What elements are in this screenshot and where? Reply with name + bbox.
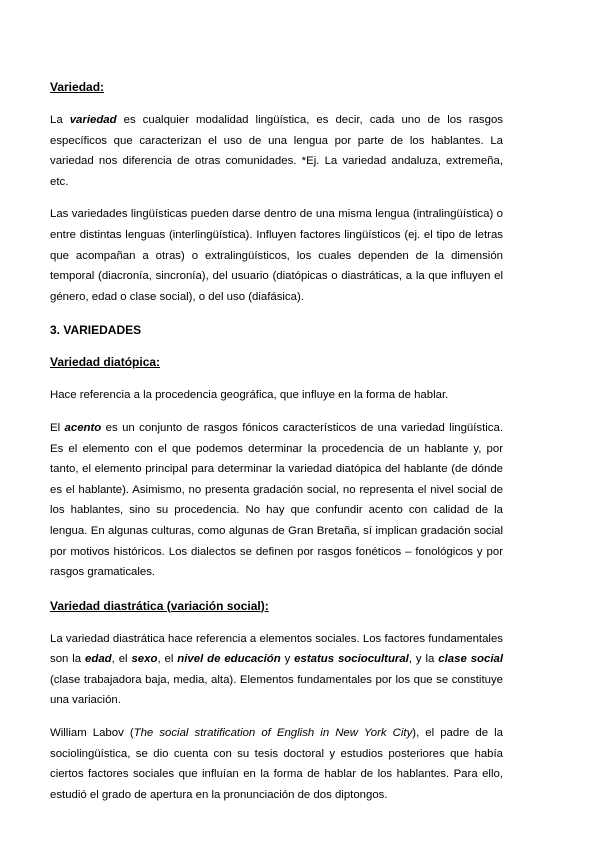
text-run: , el (111, 653, 132, 666)
paragraph-acento (50, 418, 503, 583)
term-variedad: variedad (69, 114, 117, 126)
text-run: La (50, 114, 70, 126)
heading-3-variedades: 3. VARIEDADES (50, 323, 142, 338)
text-run: es cualquier modalidad lingüística, es decir, cada uno de los rasgos específicos que caracterizan el uso de una lengua por parte de los hablantes. La variedad nos diferencia de otras comunidades. *Ej. La variedad andaluza, extremeña, etc. (50, 114, 503, 188)
paragraph-diatopica-definition: Hace referencia a la procedencia geográfica, que influye en la forma de hablar. (50, 389, 449, 402)
heading-variedad: Variedad: (50, 80, 105, 94)
text-run: y (280, 653, 295, 666)
paragraph-labov (50, 723, 503, 805)
paragraph-variedades-tipos: Las variedades lingüísticas pueden darse dentro de una misma lengua (intralingüística) o entre distintas lenguas (interlingüística). Influyen factores lingüísticos (ej. el tipo de letras que acompañan a otras) o extralingüísticos, los cuales dependen de la dimensión temporal (diacronía, sincronía), del usuario (diatópicas o diastráticas, a la que influyen el género, edad o clase social), o del uso (diafásica). (50, 208, 503, 303)
text-run: El (50, 421, 65, 434)
section-variedad (50, 78, 503, 307)
text-run: , y la (408, 653, 439, 666)
term-edad: edad (85, 653, 112, 666)
book-title: The social stratification of English in New York City (133, 727, 413, 740)
term-nivel-educacion: nivel de educación (177, 653, 281, 666)
section-variedad-diastratica (50, 597, 503, 806)
text-run: (clase trabajadora baja, media, alta). Elementos fundamentales por los que se constituye una variación. (50, 673, 503, 707)
section-variedad-diatopica (50, 353, 503, 582)
term-acento: acento (64, 421, 102, 434)
heading-variedad-diastratica: Variedad diastrática (variación social): (50, 598, 269, 613)
text-run: La variedad diastrática hace referencia a elementos sociales. Los factores fundamentales son la (50, 632, 503, 666)
heading-variedad-diatopica: Variedad diatópica: (50, 355, 161, 370)
paragraph-variedad-definition (50, 110, 503, 192)
term-clase-social: clase social (438, 653, 503, 666)
text-run: ), el padre de la sociolingüística, se dio cuenta con su tesis doctoral y estudios posteriores que había ciertos factores sociales que influían en la forma de hablar de los hablantes. Para ello, estudió el grado de apertura en la pronunciación de dos diptongos. (50, 727, 503, 801)
term-estatus-sociocultural: estatus sociocultural (294, 653, 409, 666)
text-run: , el (157, 653, 178, 666)
paragraph-diastratica-factores (50, 629, 503, 711)
text-run: es un conjunto de rasgos fónicos característicos de una variedad lingüística. Es el elemento con el que podemos determinar la procedencia de un hablante y, por tanto, el elemento principal para determinar la variedad diatópica del hablante (de dónde es el hablante). Asimismo, no presenta gradación social, no representa el nivel social de los hablantes, sino su procedencia. No hay que confundir acento con calidad de la lengua. En algunas culturas, como algunas de Gran Bretaña, sí implican gradación social por motivos históricos. Los dialectos se definen por rasgos fonéticos – fonológicos y por rasgos gramaticales. (50, 421, 503, 579)
section-variedades (50, 321, 503, 339)
term-sexo: sexo (131, 653, 158, 666)
text-run: William Labov ( (50, 727, 134, 740)
